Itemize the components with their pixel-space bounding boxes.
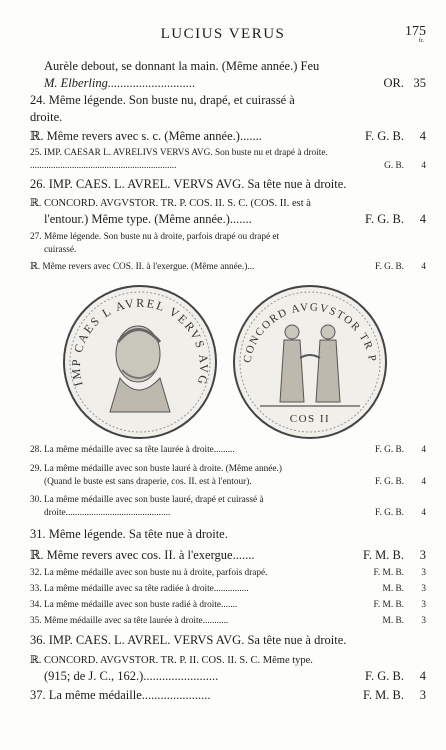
entry-line: 36. IMP. CAES. L. AVREL. VERVS AVG. Sa tête nue à droite. xyxy=(30,633,347,647)
entry-line: 28. La même médaille avec sa tête laurée à droite......... F. G. B. 4 xyxy=(30,445,426,455)
entry-line: (Quand le buste est sans draperie, cos. II. est à l'entour). F. G. B. 4 xyxy=(44,477,426,487)
rarity-value: 35 xyxy=(413,76,426,90)
entry-line: 24. Même légende. Son buste nu, drapé, et cuirassé à xyxy=(30,93,295,107)
entries-after-coins xyxy=(30,444,426,704)
entry-line: droite. xyxy=(30,110,63,124)
entry-line: 29. La même médaille avec son buste lauré à droite. (Même année.) xyxy=(30,464,282,474)
page-unit-label: fr. xyxy=(418,38,424,44)
entry-line: 35. Même médaille avec sa tête laurée à droite........... M. B. 3 xyxy=(30,616,426,626)
entry-line: ℝ. CONCORD. AVGVSTOR. TR. P. COS. II. S. C. (COS. II. est à xyxy=(30,198,311,209)
entry-line: 30. La même médaille avec son buste lauré, drapé et cuirassé à xyxy=(30,495,264,505)
page-header xyxy=(0,18,446,42)
entry-line: 26. IMP. CAES. L. AVREL. VERVS AVG. Sa tête nue à droite. xyxy=(30,177,347,191)
entry-line: ℝ. Même revers avec s. c. (Même année.)....... F. G. B. 4 xyxy=(30,129,426,143)
entry-line: 33. La même médaille avec sa tête radiée à droite............... M. B. 3 xyxy=(30,584,426,594)
entries-before-coins xyxy=(30,58,426,274)
coin-illustrations xyxy=(60,282,390,442)
entry-line: (915; de J. C., 162.)........................ F. G. B. 4 xyxy=(44,669,426,683)
entry-line: 25. IMP. CAESAR L. AVRELIVS VERVS AVG. Son buste nu et drapé à droite. xyxy=(30,148,328,158)
entry-line: 37. La même médaille...................... F. M. B. 3 xyxy=(30,688,426,702)
reverse-legend: CONCORD AVGVSTOR TR P xyxy=(241,301,379,364)
entry-line: ℝ. Même revers avec cos. II. à l'exergue....... F. M. B. 3 xyxy=(30,548,426,562)
obverse-legend: IMP CAES L AVREL VERVS AVG xyxy=(68,295,212,388)
entry-line: ℝ. CONCORD. AVGVSTOR. TR. P. II. COS. II. S. C. Même type. xyxy=(30,655,313,666)
entry-line: 34. La même médaille avec son buste radié à droite....... F. M. B. 3 xyxy=(30,600,426,610)
quality-mark: OR. xyxy=(383,76,404,90)
entry-line: Aurèle debout, se donnant la main. (Même année.) Feu xyxy=(44,59,320,73)
page-number: 175 xyxy=(405,24,426,39)
entry-line: droite............................................. F. G. B. 4 xyxy=(44,508,426,518)
reverse-exergue: COS II xyxy=(289,413,331,425)
entry-line: 32. La même médaille avec son buste nu à droite, parfois drapé. F. M. B. 3 xyxy=(30,568,426,578)
entry-line: l'entour.) Même type. (Même année.)....... F. G. B. 4 xyxy=(44,212,426,226)
entry-line: 31. Même légende. Sa tête nue à droite. xyxy=(30,527,228,541)
entry-line: 27. Même légende. Son buste nu à droite, parfois drapé ou drapé et xyxy=(30,232,280,242)
entry-line: ............................................................... G. B. 4 xyxy=(30,161,426,171)
entry-line: M. Elberling............................ OR. 35 xyxy=(44,76,426,90)
entry-line: cuirassé. xyxy=(44,245,77,255)
running-title: LUCIUS VERUS xyxy=(160,26,286,42)
entry-line: ℝ. Même revers avec COS. II. à l'exergue. (Même année.)... F. G. B. 4 xyxy=(30,262,426,272)
